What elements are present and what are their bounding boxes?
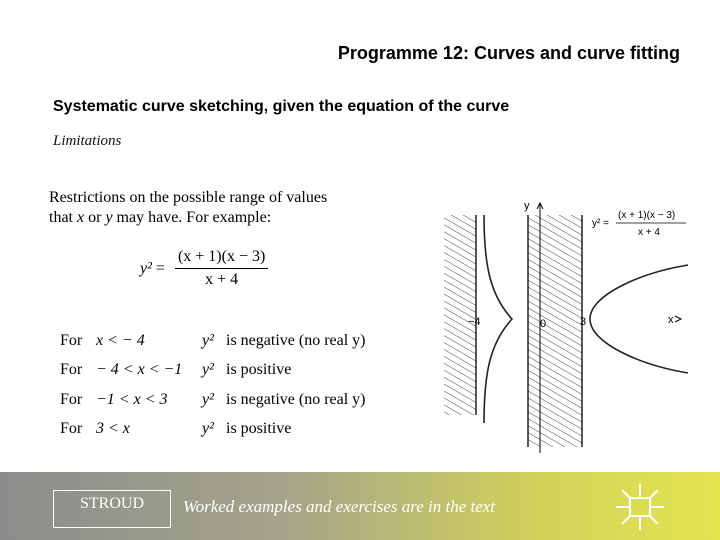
- equation-lhs: y²: [140, 259, 152, 277]
- subsection-title: Limitations: [53, 133, 122, 149]
- section-title: Systematic curve sketching, given the equation of the curve: [53, 98, 510, 115]
- case-for-label: For: [60, 390, 83, 408]
- case-condition: 3 < x: [96, 420, 130, 438]
- case-result: is positive: [226, 420, 292, 438]
- stroud-logo: STROUD: [53, 490, 171, 528]
- intro-line-1: Restrictions on the possible range of values: [49, 189, 328, 206]
- x-axis-label: x: [668, 314, 674, 326]
- intro-paragraph: [49, 188, 379, 228]
- case-condition: − 4 < x < −1: [96, 361, 183, 379]
- case-for-label: For: [60, 420, 83, 438]
- equation-fraction: [175, 248, 268, 289]
- case-condition: x < − 4: [96, 331, 145, 349]
- graph-equation-lhs: y² =: [592, 218, 609, 229]
- cases-table: [60, 326, 366, 444]
- case-y2: y²: [202, 331, 214, 349]
- variable-x: x: [77, 209, 85, 226]
- intro-text: or: [84, 209, 106, 226]
- case-y2: y²: [202, 420, 214, 438]
- case-for-label: For: [60, 361, 83, 379]
- variable-y: y: [105, 209, 113, 226]
- y-axis-label: y: [524, 200, 530, 212]
- compass-star-icon: [612, 482, 668, 532]
- case-condition: −1 < x < 3: [96, 390, 168, 408]
- case-result: is positive: [226, 361, 292, 379]
- x-axis-arrow-icon: [675, 316, 681, 322]
- intro-line-2: [49, 208, 379, 228]
- tick-label-neg4: −4: [468, 316, 481, 328]
- main-equation: [140, 248, 268, 289]
- intro-text: may have. For example:: [112, 209, 272, 226]
- equation-equals: =: [155, 259, 165, 277]
- footer-text: Worked examples and exercises are in the text: [183, 497, 496, 516]
- graph-equation-denominator: x + 4: [638, 227, 660, 238]
- case-row: [60, 415, 366, 445]
- curve-graph: [440, 195, 700, 457]
- graph-equation-numerator: (x + 1)(x − 3): [618, 210, 676, 221]
- equation-denominator: x + 4: [205, 271, 239, 288]
- programme-title: Programme 12: Curves and curve fitting: [337, 43, 680, 63]
- equation-numerator: (x + 1)(x − 3): [175, 248, 268, 269]
- case-row: [60, 326, 366, 356]
- tick-label-0: 0: [540, 318, 547, 330]
- case-row: [60, 356, 366, 386]
- curve-branch-left: [484, 215, 512, 423]
- case-for-label: For: [60, 331, 83, 349]
- case-result: is negative (no real y): [226, 331, 366, 349]
- case-row: [60, 385, 366, 415]
- hatched-region-left: [444, 215, 476, 415]
- intro-text: that: [49, 209, 77, 226]
- case-y2: y²: [202, 361, 214, 379]
- tick-label-3: 3: [580, 316, 587, 328]
- hatched-region-middle: [528, 215, 582, 447]
- case-result: is negative (no real y): [226, 390, 366, 408]
- case-y2: y²: [202, 390, 214, 408]
